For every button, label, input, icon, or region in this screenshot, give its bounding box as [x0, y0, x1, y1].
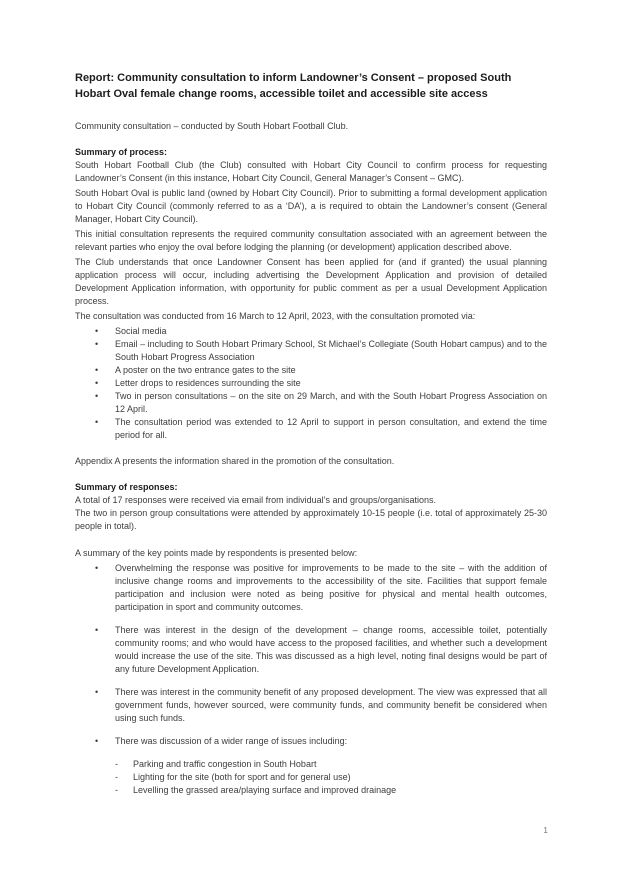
- bullet-marker: •: [95, 326, 99, 336]
- list-item-text: There was interest in the community benefit of any proposed development. The view was expressed that all government funds, however sourced, were community funds, and community benefit be considered when using such funds.: [115, 687, 547, 723]
- list-item: [75, 562, 547, 614]
- list-item-text: Overwhelming the response was positive for improvements to be made to the site – with the addition of inclusive change rooms and improvements to the accessibility of the site. Facilities that support female participation and inclusion were noted as being positive for physical and mental health outcomes, participation in sport and community outcomes.: [115, 563, 547, 612]
- list-item: [75, 624, 547, 676]
- page-number: 1: [543, 825, 548, 835]
- list-item-text: There was discussion of a wider range of issues including:: [115, 736, 348, 746]
- list-item: [75, 416, 547, 442]
- bullet-marker: •: [95, 378, 99, 388]
- list-item-text: Social media: [115, 326, 167, 336]
- appendix-note: Appendix A presents the information shared in the promotion of the consultation.: [75, 456, 395, 466]
- list-item-text: The consultation period was extended to 12 April to support in person consultation, and extend the time period for all.: [115, 417, 547, 440]
- process-paragraph: South Hobart Oval is public land (owned by Hobart City Council). Prior to submitting a formal development application to Hobart City Council (commonly referred to as a ‘DA’), a is required to obtain the Landowner’s consent (General Manager, Hobart City Council).: [75, 188, 547, 224]
- list-item-text: Letter drops to residences surrounding the site: [115, 378, 301, 388]
- sub-list-item-text: Parking and traffic congestion in South Hobart: [133, 759, 317, 769]
- dash-marker: -: [115, 785, 118, 795]
- list-item: [75, 325, 547, 338]
- sub-list-item: [75, 771, 547, 784]
- dash-marker: -: [115, 772, 118, 782]
- bullet-marker: •: [95, 391, 99, 401]
- process-paragraph: South Hobart Football Club (the Club) consulted with Hobart City Council to confirm process for requesting Landowner’s Consent (in this instance, Hobart City Council, General Manager’s Consent – GMC).: [75, 160, 547, 183]
- bullet-marker: •: [95, 339, 99, 349]
- list-item-text: There was interest in the design of the development – change rooms, accessible toilet, potentially community rooms; and who would have access to the proposed facilities, and whether such a development would increase the use of the site. This was discussed as a high level, noting final designs would be part of any future Development Application.: [115, 625, 547, 674]
- sub-list-item-text: Levelling the grassed area/playing surface and improved drainage: [133, 785, 397, 795]
- list-item: [75, 338, 547, 364]
- sub-list-item: [75, 758, 547, 771]
- list-item: [75, 735, 547, 748]
- dash-marker: -: [115, 759, 118, 769]
- list-item-text: A poster on the two entrance gates to the site: [115, 365, 296, 375]
- bullet-marker: •: [95, 563, 99, 573]
- list-item: [75, 364, 547, 377]
- bullet-marker: •: [95, 365, 99, 375]
- responses-paragraph: A total of 17 responses were received via email from individual’s and groups/organisations.: [75, 495, 437, 505]
- intro-line: Community consultation – conducted by South Hobart Football Club.: [75, 121, 349, 131]
- responses-paragraph: A summary of the key points made by respondents is presented below:: [75, 548, 358, 558]
- list-item: [75, 390, 547, 416]
- list-item: [75, 686, 547, 725]
- document-content: [75, 70, 547, 797]
- list-item-text: Email – including to South Hobart Primary School, St Michael’s Collegiate (South Hobart campus) and to the South Hobart Progress Association: [115, 339, 547, 362]
- list-item-text: Two in person consultations – on the site on 29 March, and with the South Hobart Progress Association on 12 April.: [115, 391, 547, 414]
- bullet-marker: •: [95, 417, 99, 427]
- bullet-marker: •: [95, 625, 99, 635]
- process-paragraph: The Club understands that once Landowner Consent has been applied for (and if granted) the usual planning application process will occur, including advertising the Development Application and provision of detailed Development Application information, with opportunity for public comment as per a usual Development Application process.: [75, 257, 547, 306]
- responses-paragraph: The two in person group consultations were attended by approximately 10-15 people (i.e. total of approximately 25-30 people in total).: [75, 508, 547, 531]
- sub-list-item: [75, 784, 547, 797]
- bullet-marker: •: [95, 736, 99, 746]
- report-title: Report: Community consultation to inform Landowner’s Consent – proposed South Hobart Oval female change rooms, accessible toilet and accessible site access: [75, 72, 512, 100]
- process-paragraph: This initial consultation represents the required community consultation associated with an agreement between the relevant parties who enjoy the oval before lodging the planning (or development) application described above.: [75, 229, 547, 252]
- process-heading: Summary of process:: [75, 147, 168, 157]
- process-paragraph: The consultation was conducted from 16 March to 12 April, 2023, with the consultation promoted via:: [75, 311, 476, 321]
- responses-heading: Summary of responses:: [75, 482, 178, 492]
- sub-list-item-text: Lighting for the site (both for sport and for general use): [133, 772, 351, 782]
- list-item: [75, 377, 547, 390]
- bullet-marker: •: [95, 687, 99, 697]
